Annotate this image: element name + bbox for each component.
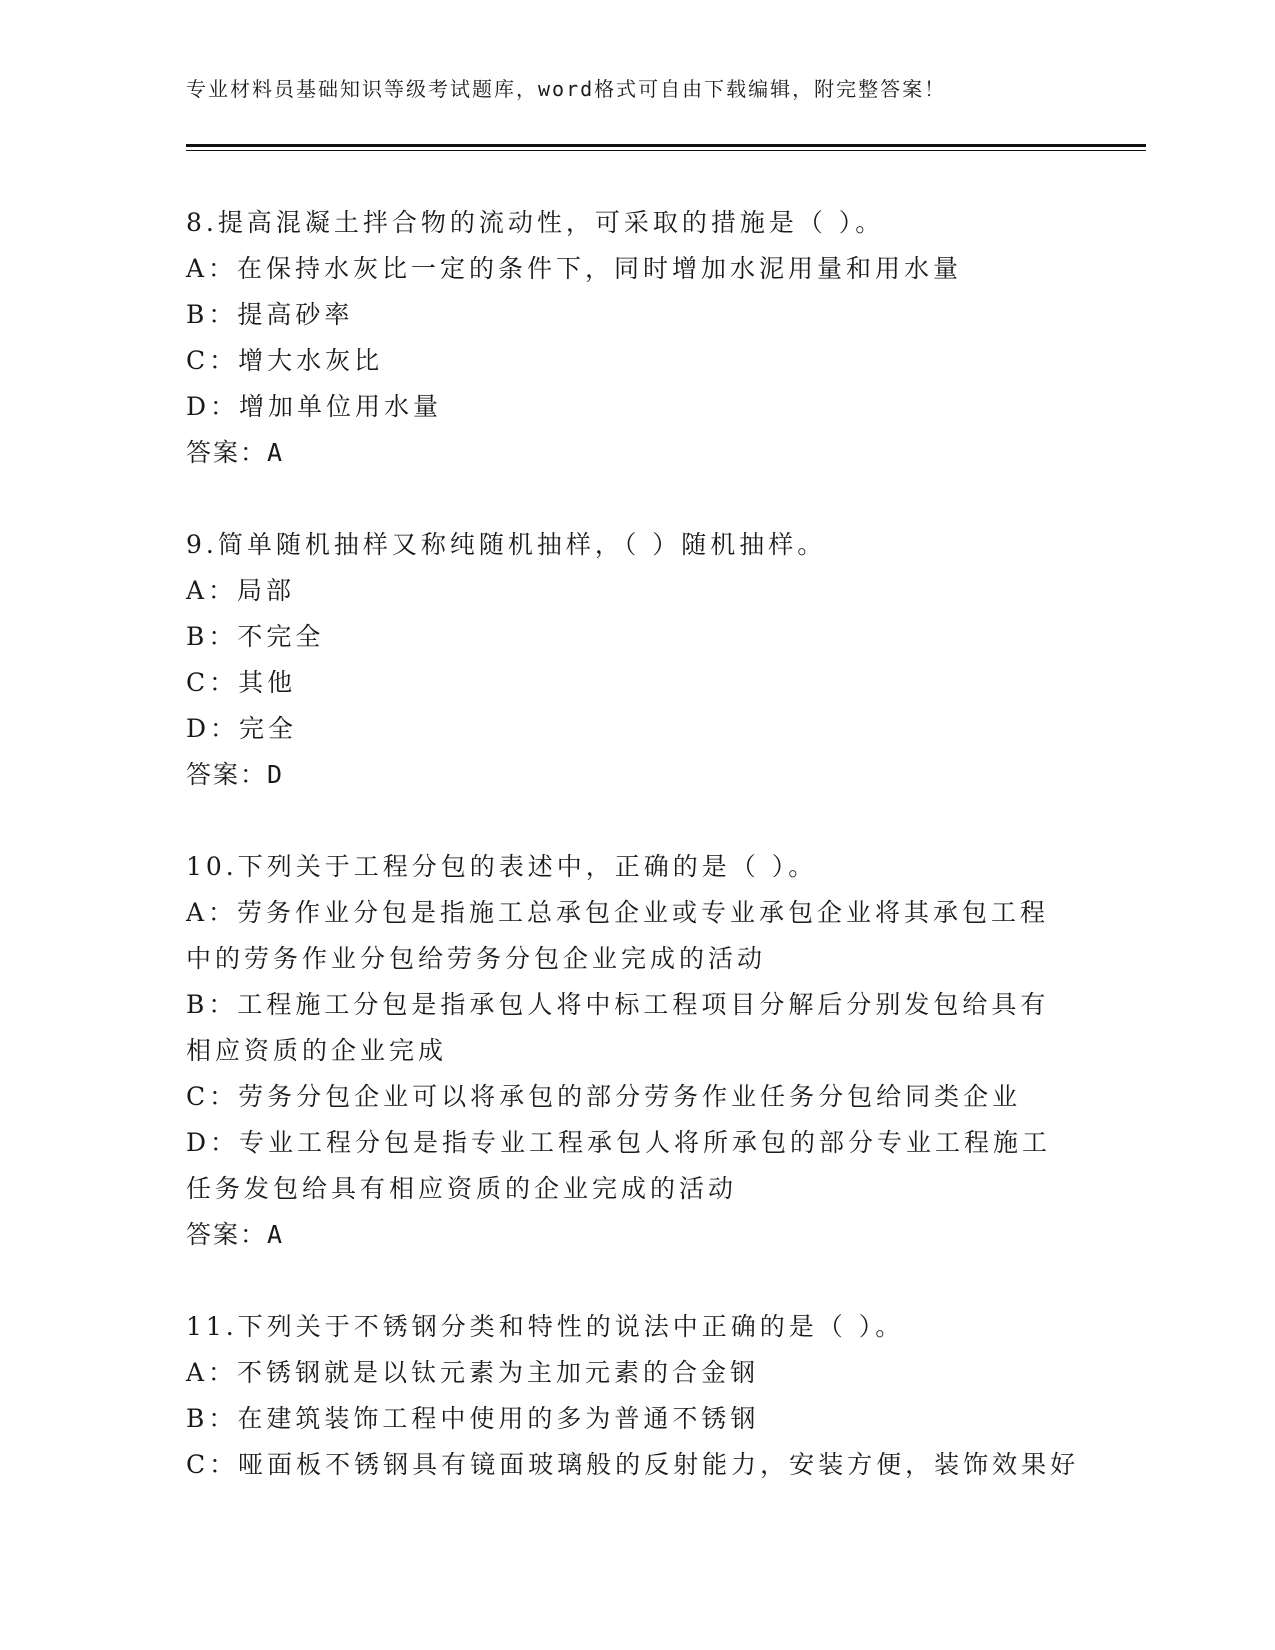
answer-value: A [267, 1220, 285, 1249]
option-c: C：增大水灰比 [186, 346, 384, 375]
option-a: A：劳务作业分包是指施工总承包企业或专业承包企业将其承包工程中的劳务作业分包给劳务分包企业完成的活动 [186, 898, 1050, 973]
question-11 [186, 1304, 1080, 1488]
option-b: B：不完全 [186, 622, 325, 651]
option-a: A：不锈钢就是以钛元素为主加元素的合金钢 [186, 1358, 760, 1387]
option-b: B：在建筑装饰工程中使用的多为普通不锈钢 [186, 1404, 760, 1433]
question-stem: 10.下列关于工程分包的表述中，正确的是（ ）。 [186, 852, 818, 881]
question-9 [186, 522, 1066, 798]
answer-label: 答案： [186, 1220, 268, 1249]
option-b: B：提高砂率 [186, 300, 354, 329]
question-stem: 9.简单随机抽样又称纯随机抽样，（ ）随机抽样。 [186, 530, 827, 559]
answer-value: D [267, 760, 285, 789]
question-stem: 8.提高混凝土拌合物的流动性，可采取的措施是（ ）。 [186, 208, 885, 237]
answer-line [186, 430, 1066, 476]
question-stem: 11.下列关于不锈钢分类和特性的说法中正确的是（ ）。 [186, 1312, 905, 1341]
header-rule-thin [186, 150, 1146, 151]
answer-line [186, 752, 1066, 798]
question-10 [186, 844, 1066, 1258]
answer-line [186, 1212, 1066, 1258]
answer-label: 答案： [186, 760, 268, 789]
option-a: A：在保持水灰比一定的条件下，同时增加水泥用量和用水量 [186, 254, 963, 283]
option-b: B：工程施工分包是指承包人将中标工程项目分解后分别发包给具有相应资质的企业完成 [186, 990, 1050, 1065]
option-d: D：专业工程分包是指专业工程承包人将所承包的部分专业工程施工任务发包给具有相应资质的企业完成的活动 [186, 1128, 1052, 1203]
page-header: 专业材料员基础知识等级考试题库，word格式可自由下载编辑，附完整答案！ [186, 77, 947, 101]
answer-label: 答案： [186, 438, 268, 467]
option-c: C：劳务分包企业可以将承包的部分劳务作业任务分包给同类企业 [186, 1082, 1022, 1111]
header-rule-thick [186, 144, 1146, 147]
option-d: D：完全 [186, 714, 298, 743]
answer-value: A [267, 438, 285, 467]
option-c: C：其他 [186, 668, 297, 697]
option-a: A：局部 [186, 576, 296, 605]
option-c: C：哑面板不锈钢具有镜面玻璃般的反射能力，安装方便，装饰效果好 [186, 1450, 1080, 1479]
option-d: D：增加单位用水量 [186, 392, 443, 421]
question-8 [186, 200, 1066, 476]
question-list [186, 200, 1080, 1534]
